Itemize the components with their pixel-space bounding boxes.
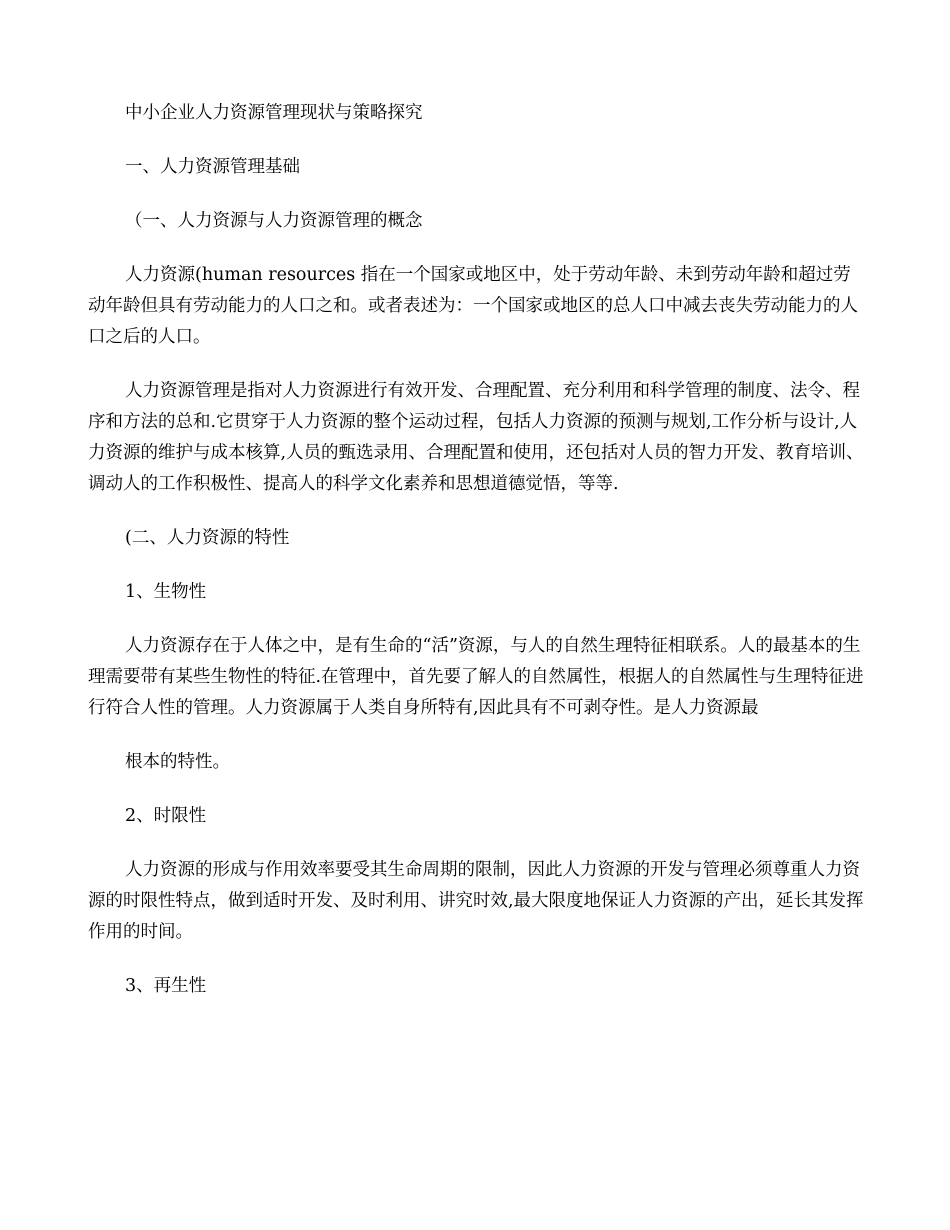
paragraph-item-1-continued: 根本的特性。 [125,752,230,772]
document-page [88,98,864,1025]
subsection-heading-1-2: (二、人力资源的特性 [125,528,290,548]
item-heading-3: 3、再生性 [125,976,207,996]
paragraph-hrm-definition: 人力资源管理是指对人力资源进行有效开发、合理配置、充分利用和科学管理的制度、法令、程序和方法的总和.它贯穿于人力资源的整个运动过程，包括人力资源的预测与规划,工作分析与设计,人力资源的维护与成本核算,人员的甄选录用、合理配置和使用，还包括对人员的智力开发、教育培训、调动人的工作积极性、提高人的科学文化素养和思想道德觉悟，等等. [88,381,864,494]
section-heading-1: 一、人力资源管理基础 [125,157,300,177]
document-title: 中小企业人力资源管理现状与策略探究 [125,103,423,123]
item-heading-1: 1、生物性 [125,582,207,602]
paragraph-hr-definition: 人力资源(human resources 指在一个国家或地区中，处于劳动年龄、未到劳动年龄和超过劳动年龄但具有劳动能力的人口之和。或者表述为：一个国家或地区的总人口中减去丧失劳动能力的人口之后的人口。 [88,265,858,347]
subsection-heading-1-1: （一、人力资源与人力资源管理的概念 [125,211,423,231]
paragraph-item-2: 人力资源的形成与作用效率要受其生命周期的限制，因此人力资源的开发与管理必须尊重人力资源的时限性特点，做到适时开发、及时利用、讲究时效,最大限度地保证人力资源的产出，延长其发挥作用的时间。 [88,860,864,942]
item-heading-2: 2、时限性 [125,806,207,826]
paragraph-item-1: 人力资源存在于人体之中，是有生命的“活”资源，与人的自然生理特征相联系。人的最基本的生理需要带有某些生物性的特征.在管理中，首先要了解人的自然属性，根据人的自然属性与生理特征进行符合人性的管理。人力资源属于人类自身所特有,因此具有不可剥夺性。是人力资源最 [88,636,864,718]
